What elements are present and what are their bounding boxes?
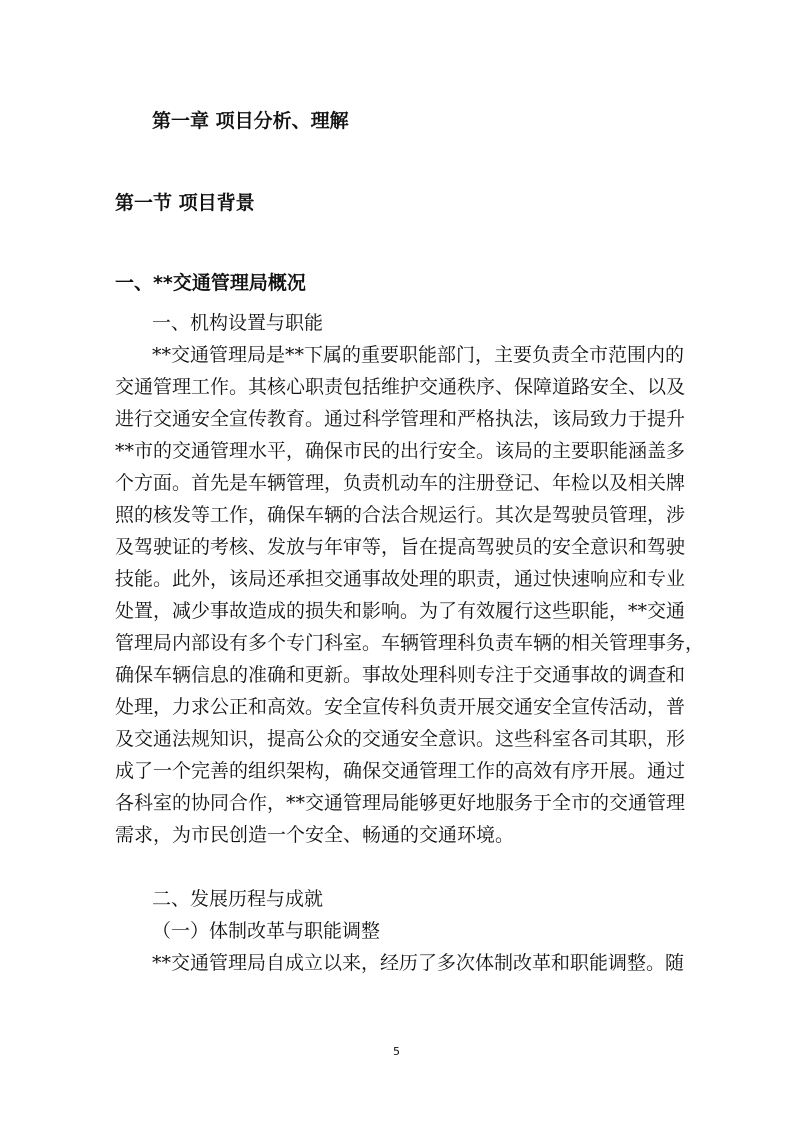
page-number: 5	[393, 1045, 400, 1058]
paragraph-line: 交通管理工作。其核心职责包括维护交通秩序、保障道路安全、以及	[115, 376, 686, 398]
paragraph-line: 及驾驶证的考核、发放与年审等，旨在提高驾驶员的安全意识和驾驶	[115, 536, 686, 558]
paragraph-line: 各科室的协同合作，**交通管理局能够更好地服务于全市的交通管理	[115, 792, 686, 814]
paragraph-line: 成了一个完善的组织架构，确保交通管理工作的高效有序开展。通过	[115, 760, 686, 782]
heading-reform: （一）体制改革与职能调整	[152, 920, 381, 942]
chapter-title: 第一章 项目分析、理解	[152, 110, 349, 132]
paragraph-line: 及交通法规知识，提高公众的交通安全意识。这些科室各司其职，形	[115, 728, 686, 750]
paragraph-line: 照的核发等工作，确保车辆的合法合规运行。其次是驾驶员管理，涉	[115, 504, 686, 526]
paragraph-reform-line: **交通管理局自成立以来，经历了多次体制改革和职能调整。随	[152, 952, 685, 974]
paragraph-line: 个方面。首先是车辆管理，负责机动车的注册登记、年检以及相关牌	[115, 472, 686, 494]
paragraph-line: 处理，力求公正和高效。安全宣传科负责开展交通安全宣传活动，普	[115, 696, 686, 718]
paragraph-line: 需求，为市民创造一个安全、畅通的交通环境。	[115, 824, 515, 846]
paragraph-line: 进行交通安全宣传教育。通过科学管理和严格执法，该局致力于提升	[115, 408, 686, 430]
paragraph-line: **交通管理局是**下属的重要职能部门，主要负责全市范围内的	[152, 344, 685, 366]
paragraph-line: 确保车辆信息的准确和更新。事故处理科则专注于交通事故的调查和	[115, 664, 686, 686]
paragraph-line: 处置，减少事故造成的损失和影响。为了有效履行这些职能，**交通	[115, 600, 686, 622]
heading-organization: 一、机构设置与职能	[152, 312, 324, 334]
paragraph-line: 管理局内部设有多个专门科室。车辆管理科负责车辆的相关管理事务，	[115, 632, 705, 654]
paragraph-line: 技能。此外，该局还承担交通事故处理的职责，通过快速响应和专业	[115, 568, 686, 590]
subsection-title: 一、**交通管理局概况	[115, 272, 306, 294]
heading-history: 二、发展历程与成就	[152, 888, 324, 910]
paragraph-line: **市的交通管理水平，确保市民的出行安全。该局的主要职能涵盖多	[115, 440, 686, 462]
section-title: 第一节 项目背景	[115, 192, 255, 214]
